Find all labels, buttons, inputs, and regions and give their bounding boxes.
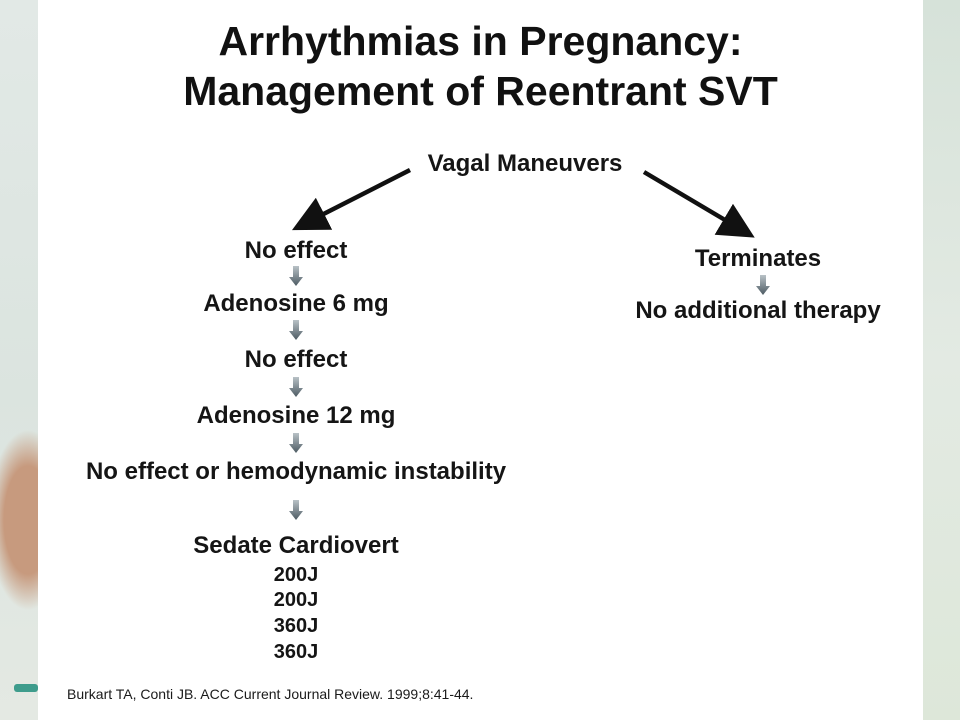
node-adenosine-6mg: Adenosine 6 mg bbox=[203, 290, 389, 317]
connector-left bbox=[300, 170, 410, 226]
down-arrow-icon bbox=[289, 500, 303, 520]
node-no-effect-2: No effect bbox=[244, 346, 348, 373]
background-decoration bbox=[14, 684, 38, 692]
energy-level: 200J bbox=[273, 589, 319, 611]
node-no-effect-instability: No effect or hemodynamic instability bbox=[85, 458, 507, 485]
citation: Burkart TA, Conti JB. ACC Current Journal Review. 1999;8:41-44. bbox=[67, 686, 474, 702]
node-vagal-maneuvers: Vagal Maneuvers bbox=[427, 150, 623, 177]
connector-right bbox=[644, 172, 747, 233]
down-arrow-icon bbox=[289, 433, 303, 453]
slide bbox=[38, 0, 923, 720]
title-line-2: Management of Reentrant SVT bbox=[183, 68, 778, 114]
energy-level: 360J bbox=[273, 641, 319, 663]
node-adenosine-12mg: Adenosine 12 mg bbox=[196, 402, 396, 429]
title-line-1: Arrhythmias in Pregnancy: bbox=[218, 18, 743, 64]
down-arrow-icon bbox=[289, 320, 303, 340]
down-arrow-icon bbox=[756, 275, 770, 295]
energy-level: 200J bbox=[273, 564, 319, 586]
down-arrow-icon bbox=[289, 266, 303, 286]
branch-connectors bbox=[38, 0, 923, 720]
node-terminates: Terminates bbox=[694, 245, 822, 272]
node-no-effect-1: No effect bbox=[244, 237, 348, 264]
down-arrow-icon bbox=[289, 377, 303, 397]
energy-level: 360J bbox=[273, 615, 319, 637]
node-no-additional-therapy: No additional therapy bbox=[635, 297, 881, 324]
node-sedate-cardiovert: Sedate Cardiovert bbox=[193, 532, 399, 559]
